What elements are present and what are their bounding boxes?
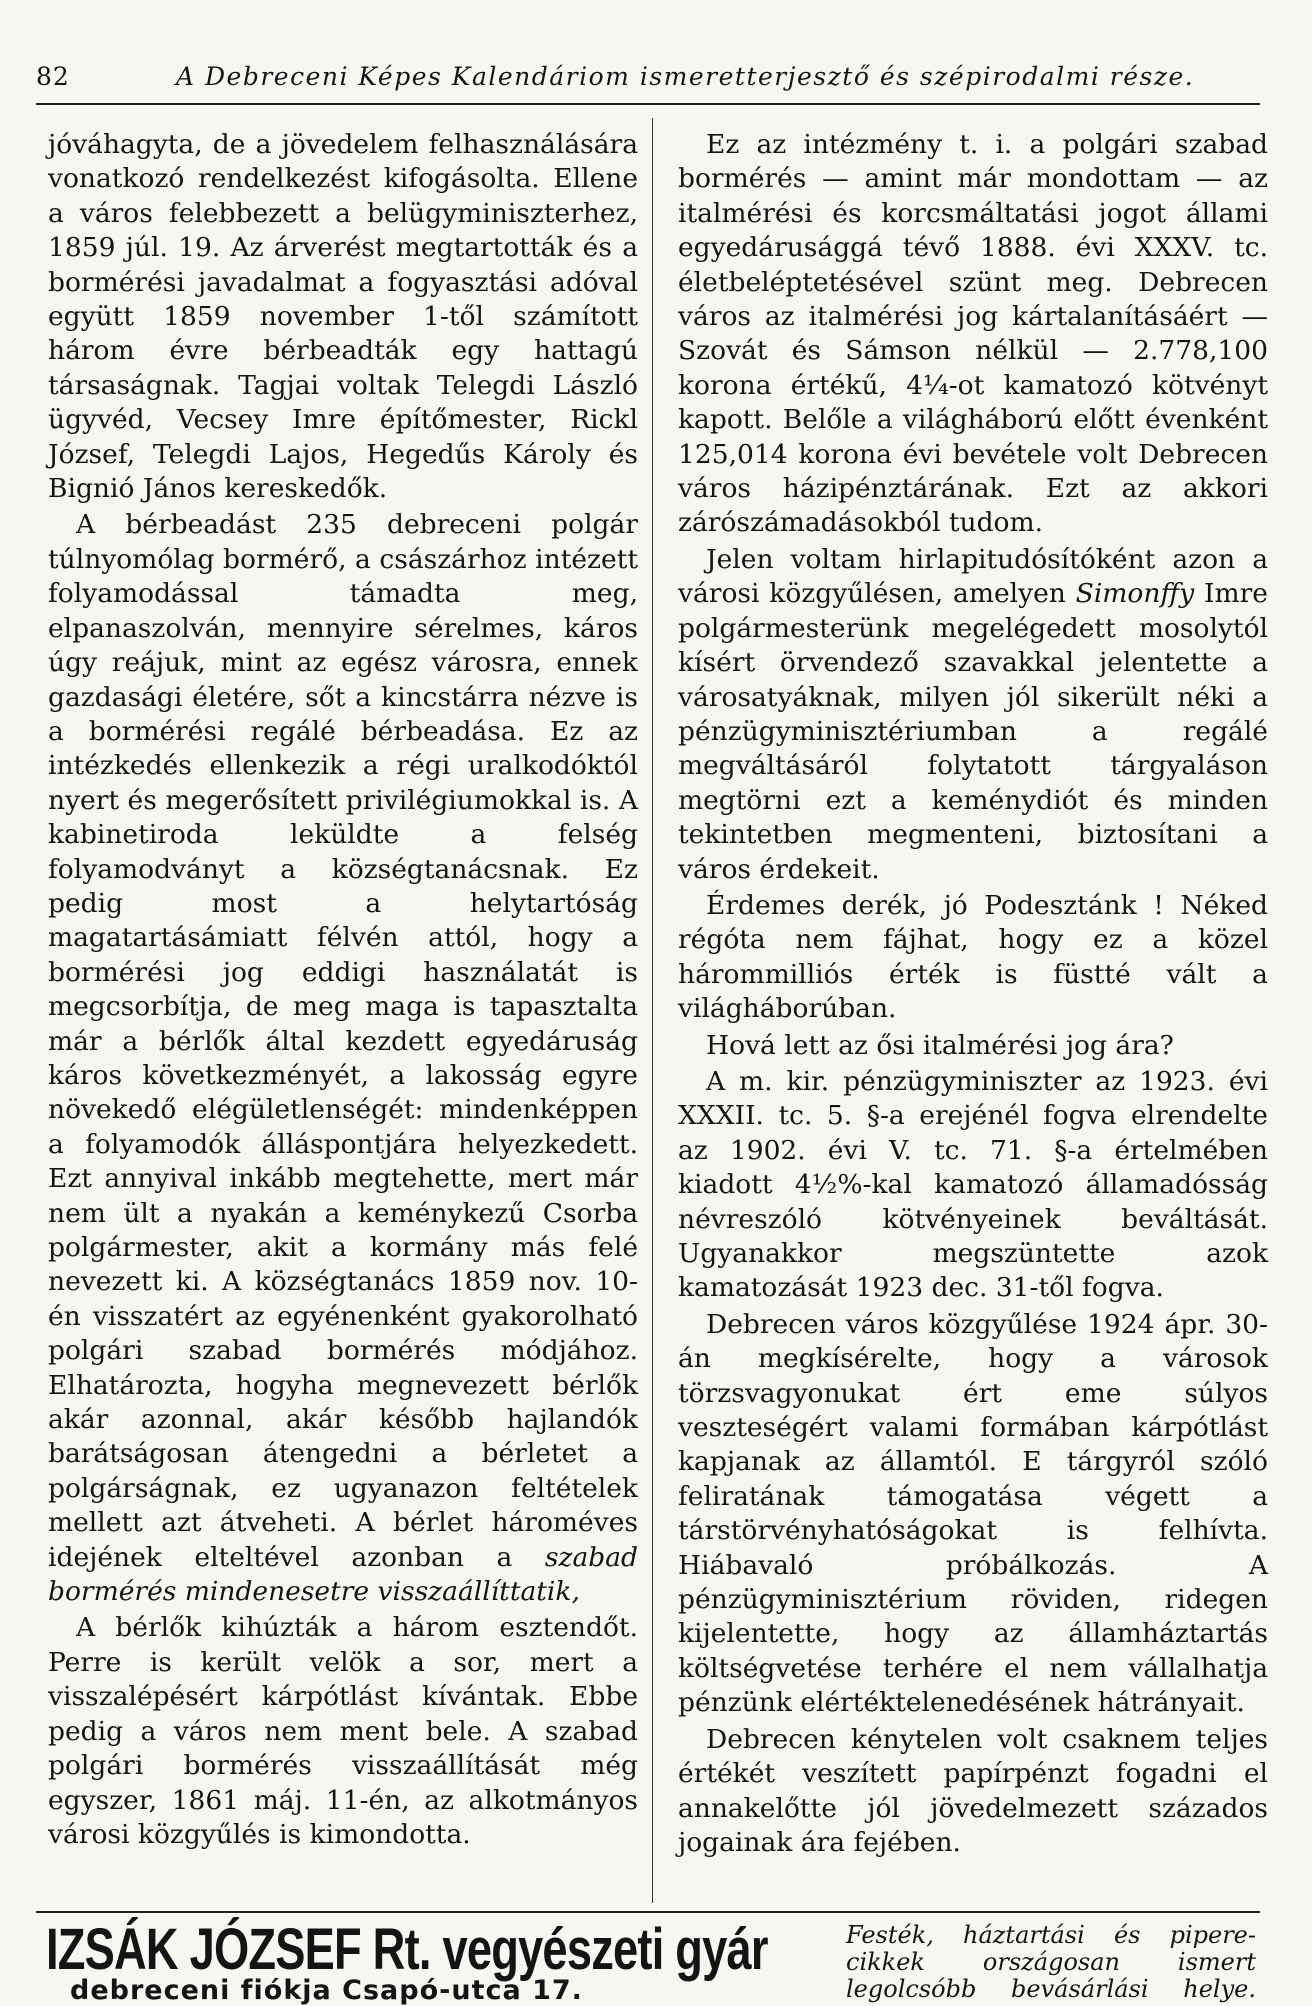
ad-slogan: Festék, háztartási és pipere-cikkek országosan ismert legolcsóbb bevásárlási helye. [846, 1921, 1256, 2003]
running-header [36, 62, 1260, 102]
column-divider [652, 118, 653, 1903]
running-title: A Debreceni Képes Kalendáriom ismeretterjesztő és szépirodalmi része. [176, 62, 1195, 91]
right-column [678, 128, 1268, 1862]
paragraph: Debrecen város közgyűlése 1924 ápr. 30-án megkísérelte, hogy a városok törzsvagyonukat ért eme súlyos veszteségért valami formában kárpótlást kapjanak az államtól. E tárgyról szóló feliratának támogatása végett a társtörvényhatóságokat is felhívta. Hiábavaló próbálkozás. A pénzügyminisztérium röviden, ridegen kijelentette, hogy az államháztartás költségvetése terhére el nem vállalhatja pénzünk elértéktelenedésének hátrányait. [678, 1308, 1268, 1719]
advertisement [36, 1917, 1260, 2006]
paragraph: Jelen voltam hirlapitudósítóként azon a városi közgyűlésen, amelyen Simonffy Imre polgármesterünk megelégedett mosolytól kísért örvendező szavakkal jelentette a városatyáknak, milyen jól sikerült néki a pénzügyminisztériumban a regálé megváltásáról folytatott tárgyaláson megtörni ezt a keménydiót és minden tekintetben megmenteni, biztosítani a város érdekeit. [678, 543, 1268, 885]
page-number: 82 [36, 62, 70, 91]
emphasis: szabad bormérés mindenesetre visszaállíttatik, [48, 1541, 638, 1608]
left-column [48, 128, 638, 1854]
header-rule [36, 103, 1260, 105]
emphasis-name: Simonffy [1075, 578, 1195, 610]
paragraph: Debrecen kénytelen volt csaknem teljes értékét veszített papírpénzt fogadni el annakelőtte jól jövedelmezett százados jogainak ára fejében. [678, 1723, 1268, 1858]
paragraph: A m. kir. pénzügyminiszter az 1923. évi XXXII. tc. 5. §-a erejénél fogva elrendelte az 1902. évi V. tc. 71. §-a értelmében kiadott 4½%-kal kamatozó államadósság névreszóló kötvényeinek beváltását. Ugyanakkor megszüntette azok kamatozását 1923 dec. 31-től fogva. [678, 1065, 1268, 1304]
paragraph: Hová lett az ősi italmérési jog ára? [706, 1029, 1174, 1061]
footer-rule [36, 1911, 1260, 1913]
paragraph: jóváhagyta, de a jövedelem felhasználására vonatkozó rendelkezést kifogásolta. Ellene a város felebbezett a belügyminiszterhez, 1859 júl. 19. Az árverést megtartották és a bormérési javadalmat a fogyasztási adóval együtt 1859 november 1-től számított három évre bérbeadták egy hattagú társaságnak. Tagjai voltak Telegdi László ügyvéd, Vecsey Imre építőmester, Rickl József, Telegdi Lajos, Hegedűs Károly és Bignió János kereskedők. [48, 129, 638, 505]
paragraph: A bérlők kihúzták a három esztendőt. Perre is került velök a sor, mert a visszalépésért kárpótlást kívántak. Ebbe pedig a város nem ment bele. A szabad polgári bormérés visszaállítását még egyszer, 1861 máj. 11-én, az alkotmányos városi közgyűlés is kimondotta. [48, 1612, 638, 1850]
paragraph: Ez az intézmény t. i. a polgári szabad bormérés — amint már mondottam — az italmérési és korcsmáltatási jogot állami egyedárusággá tévő 1888. évi XXXV. tc. életbeléptetésével szünt meg. Debrecen város az italmérési jog kártalanításáért — Szovát és Sámson nélkül — 2.778,100 korona értékű, 4¼-ot kamatozó kötvényt kapott. Belőle a világháború előtt évenként 125,014 korona évi bevétele volt Debrecen város házipénztárának. Ezt az akkori zárószámadásokból tudom. [678, 129, 1268, 539]
paragraph: Érdemes derék, jó Podesztánk ! Néked régóta nem fájhat, hogy ez a közel hárommilliós érték is füstté vált a világháborúban. [678, 889, 1268, 1025]
paragraph: A bérbeadást 235 debreceni polgár túlnyomólag bormérő, a császárhoz intézett folyamodással támadta meg, elpanaszolván, mennyire sérelmes, káros úgy reájuk, mint az egész városra, ennek gazdasági életére, sőt a kincstárra nézve is a bormérési regálé bérbeadása. Ez az intézkedés ellenkezik a régi uralkodóktól nyert és megerősített privilégiumokkal is. A kabinetiroda leküldte a felség folyamodványt a községtanácsnak. Ez pedig most a helytartóság magatartásámiatt félvén attól, hogy a bormérési jog eddigi használatát is megcsorbítja, de meg maga is tapasztalta már a bérlők által kezdett egyedáruság káros következményét, a lakosság egyre növekedő elégületlenségét: mindenképpen a folyamodók álláspontjára helyezkedett. Ezt annyival inkább megtehette, mert már nem ült a nyakán a keménykezű Csorba polgármester, akit a kormány más felé nevezett ki. A községtanács 1859 nov. 10-én visszatért az egyénenként gyakorolható polgári szabad bormérés módjához. Elhatározta, hogyha megnevezett bérlők akár azonnal, akár később hajlandók barátságosan átengedni a bérletet a polgárságnak, ez ugyanazon feltételek mellett azt átveheti. A bérlet hároméves idejének elteltével azonban a szabad bormérés mindenesetre visszaállíttatik, [48, 509, 638, 1608]
ad-brand: IZSÁK JÓZSEF Rt. vegyészeti gyár [46, 1917, 768, 1982]
ad-branch-address: debreceni fiókja Csapó-utca 17. [70, 1975, 583, 2006]
